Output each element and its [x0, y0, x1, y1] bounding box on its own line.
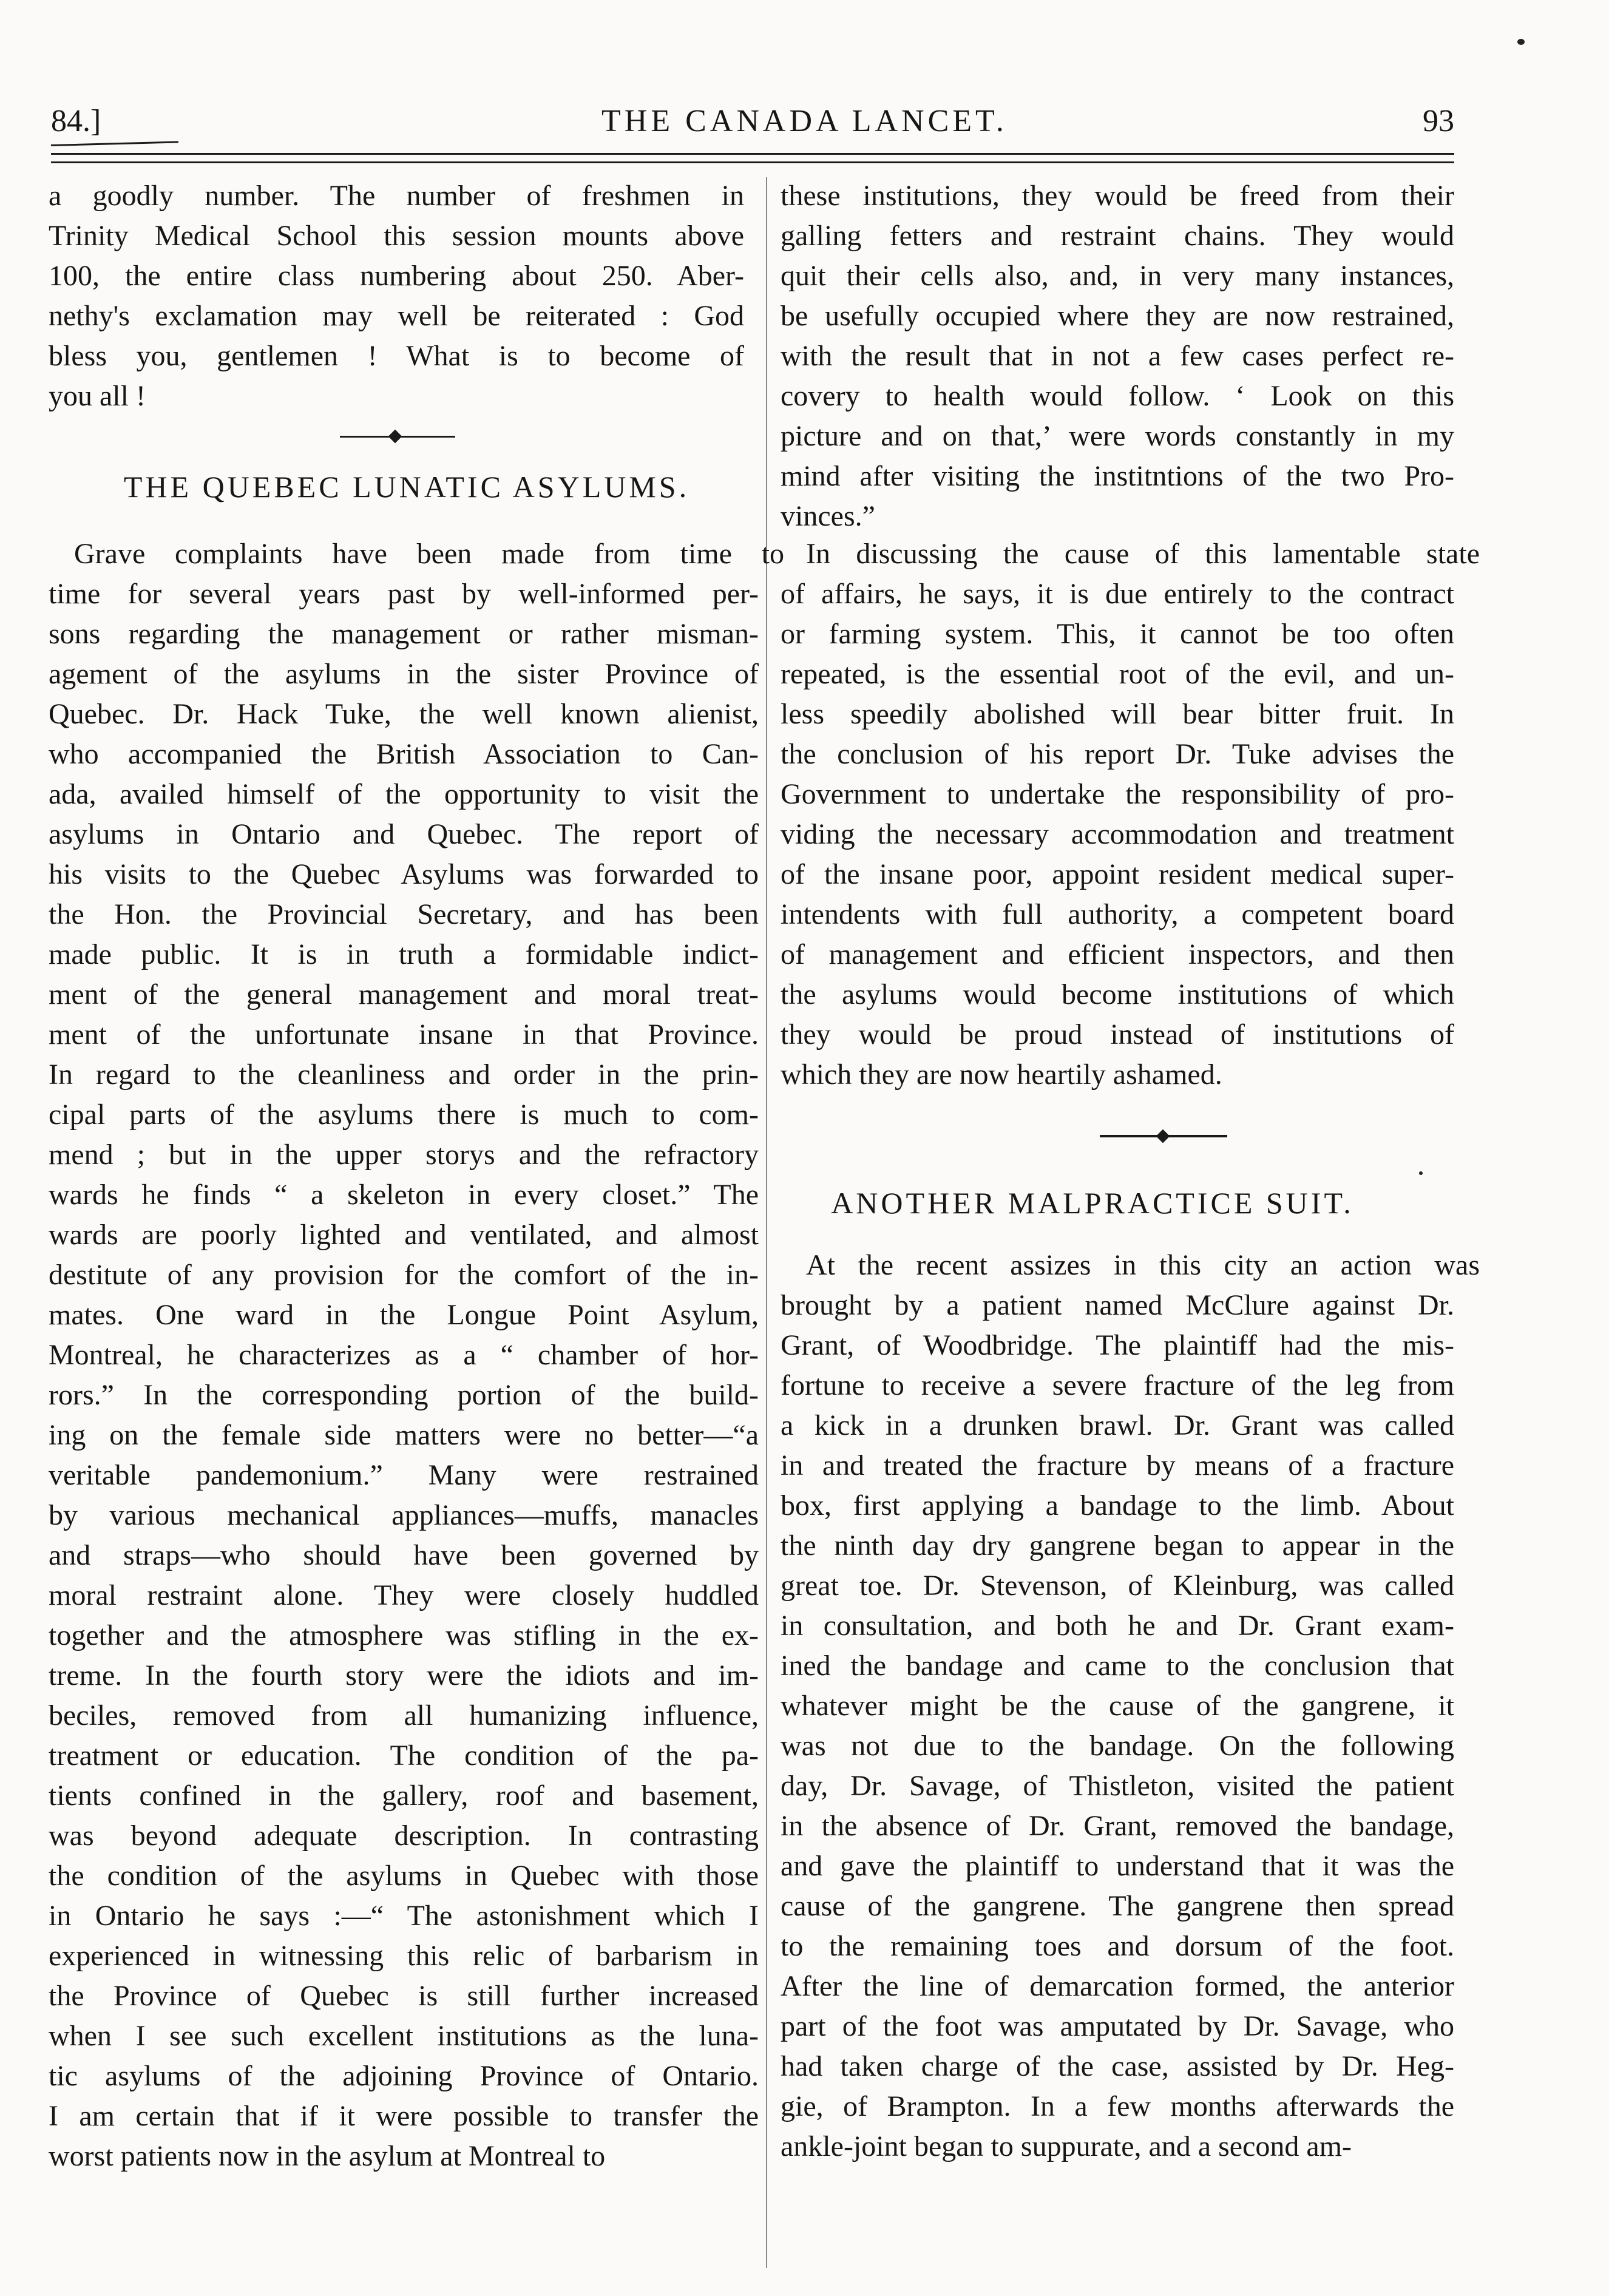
- header-page-number: 93: [1423, 104, 1454, 138]
- text-line: rors.” In the corresponding portion of the build-: [49, 1379, 759, 1411]
- text-line: Montreal, he characterizes as a “ chamber of hor-: [49, 1339, 759, 1371]
- text-line: less speedily abolished will bear bitter fruit. In: [781, 698, 1454, 730]
- text-line: bless you, gentlemen ! What is to become of: [49, 340, 744, 372]
- text-line: Quebec. Dr. Hack Tuke, the well known alienist,: [49, 698, 759, 730]
- text-line: tic asylums of the adjoining Province of Ontario.: [49, 2060, 759, 2092]
- text-line: part of the foot was amputated by Dr. Savage, who: [781, 2010, 1454, 2042]
- text-line: I am certain that if it were possible to transfer the: [49, 2100, 759, 2132]
- text-line: ment of the unfortunate insane in that Province.: [49, 1018, 759, 1051]
- text-line: cipal parts of the asylums there is much to com-: [49, 1099, 759, 1131]
- text-line: intendents with full authority, a competent board: [781, 898, 1454, 930]
- text-line: in and treated the fracture by means of a fracture: [781, 1449, 1454, 1482]
- text-line: Trinity Medical School this session mounts above: [49, 220, 744, 252]
- text-line: treme. In the fourth story were the idiots and im-: [49, 1659, 759, 1692]
- text-line: quit their cells also, and, in very many instances,: [781, 260, 1454, 292]
- text-line: ada, availed himself of the opportunity to visit the: [49, 778, 759, 810]
- text-line: viding the necessary accommodation and treatment: [781, 818, 1454, 850]
- text-line: of affairs, he says, it is due entirely to the contract: [781, 578, 1454, 610]
- text-line: vinces.”: [781, 500, 875, 532]
- print-speck: [1517, 39, 1525, 45]
- text-line: a goodly number. The number of freshmen in: [49, 180, 744, 212]
- text-line: 100, the entire class numbering about 250. Aber-: [49, 260, 744, 292]
- text-line: Grant, of Woodbridge. The plaintiff had the mis-: [781, 1329, 1454, 1361]
- text-line: who accompanied the British Association to Can-: [49, 738, 759, 770]
- text-line: repeated, is the essential root of the evil, and un-: [781, 658, 1454, 690]
- text-line: you all !: [49, 380, 146, 412]
- text-line: in the absence of Dr. Grant, removed the bandage,: [781, 1810, 1454, 1842]
- header-rule-bottom: [51, 161, 1454, 163]
- text-line: of the insane poor, appoint resident medical super-: [781, 858, 1454, 890]
- text-line: mind after visiting the institntions of the two Pro-: [781, 460, 1454, 492]
- text-line: wards he finds “ a skeleton in every closet.” The: [49, 1179, 759, 1211]
- text-line: together and the atmosphere was stifling in the ex-: [49, 1619, 759, 1651]
- text-line: beciles, removed from all humanizing influence,: [49, 1699, 759, 1732]
- text-line: sons regarding the management or rather misman-: [49, 618, 759, 650]
- text-line: whatever might be the cause of the gangrene, it: [781, 1690, 1454, 1722]
- text-line: mates. One ward in the Longue Point Asylum,: [49, 1299, 759, 1331]
- text-line: had taken charge of the case, assisted by Dr. Heg-: [781, 2050, 1454, 2082]
- text-line: his visits to the Quebec Asylums was forwarded to: [49, 858, 759, 890]
- text-line: which they are now heartily ashamed.: [781, 1058, 1222, 1091]
- text-line: be usefully occupied where they are now restrained,: [781, 300, 1454, 332]
- header-volume-number: 84.]: [51, 104, 101, 138]
- header-journal-title: THE CANADA LANCET.: [601, 104, 1008, 138]
- section-heading-malpractice-suit: ANOTHER MALPRACTICE SUIT.: [831, 1186, 1354, 1220]
- text-line: covery to health would follow. ‘ Look on this: [781, 380, 1454, 412]
- text-line: agement of the asylums in the sister Province of: [49, 658, 759, 690]
- text-line: a kick in a drunken brawl. Dr. Grant was called: [781, 1409, 1454, 1441]
- text-line: time for several years past by well-informed per-: [49, 578, 759, 610]
- text-line: asylums in Ontario and Quebec. The report of: [49, 818, 759, 850]
- text-line: the ninth day dry gangrene began to appear in the: [781, 1529, 1454, 1562]
- text-line: in Ontario he says :—“ The astonishment which I: [49, 1900, 759, 1932]
- text-line: tients confined in the gallery, roof and basement,: [49, 1780, 759, 1812]
- text-line: these institutions, they would be freed from their: [781, 180, 1454, 212]
- text-line: wards are poorly lighted and ventilated, and almost: [49, 1219, 759, 1251]
- text-line: or farming system. This, it cannot be too often: [781, 618, 1454, 650]
- text-line: great toe. Dr. Stevenson, of Kleinburg, was called: [781, 1570, 1454, 1602]
- text-line: the condition of the asylums in Quebec with those: [49, 1860, 759, 1892]
- header-rule-top: [51, 153, 1454, 155]
- text-line: to the remaining toes and dorsum of the foot.: [781, 1930, 1454, 1962]
- section-heading-quebec-asylums: THE QUEBEC LUNATIC ASYLUMS.: [123, 470, 690, 504]
- text-line: fortune to receive a severe fracture of the leg from: [781, 1369, 1454, 1401]
- text-line: moral restraint alone. They were closely huddled: [49, 1579, 759, 1611]
- text-line: and gave the plaintiff to understand that it was the: [781, 1850, 1454, 1882]
- text-line: At the recent assizes in this city an action was: [806, 1249, 1480, 1281]
- text-line: of management and efficient inspectors, and then: [781, 938, 1454, 970]
- text-line: day, Dr. Savage, of Thistleton, visited the patient: [781, 1770, 1454, 1802]
- text-line: box, first applying a bandage to the limb. About: [781, 1489, 1454, 1522]
- text-line: cause of the gangrene. The gangrene then spread: [781, 1890, 1454, 1922]
- text-line: In regard to the cleanliness and order in the prin-: [49, 1058, 759, 1091]
- text-line: veritable pandemonium.” Many were restrained: [49, 1459, 759, 1491]
- print-speck: [1419, 1171, 1423, 1175]
- text-line: ing on the female side matters were no better—“a: [49, 1419, 759, 1451]
- text-line: gie, of Brampton. In a few months afterwards the: [781, 2090, 1454, 2122]
- text-line: treatment or education. The condition of the pa-: [49, 1739, 759, 1772]
- text-line: ankle-joint began to suppurate, and a second am-: [781, 2130, 1352, 2162]
- text-line: ment of the general management and moral treat-: [49, 978, 759, 1011]
- text-line: After the line of demarcation formed, the anterior: [781, 1970, 1454, 2002]
- text-line: worst patients now in the asylum at Montreal to: [49, 2140, 606, 2172]
- text-line: the Hon. the Provincial Secretary, and has been: [49, 898, 759, 930]
- text-line: In discussing the cause of this lamentable state: [806, 538, 1480, 570]
- text-line: was not due to the bandage. On the following: [781, 1730, 1454, 1762]
- text-line: nethy's exclamation may well be reiterated : God: [49, 300, 744, 332]
- text-line: brought by a patient named McClure against Dr.: [781, 1289, 1454, 1321]
- text-line: with the result that in not a few cases perfect re-: [781, 340, 1454, 372]
- text-line: ined the bandage and came to the conclusion that: [781, 1650, 1454, 1682]
- text-line: they would be proud instead of institutions of: [781, 1018, 1454, 1051]
- text-line: the conclusion of his report Dr. Tuke advises the: [781, 738, 1454, 770]
- text-line: destitute of any provision for the comfort of the in-: [49, 1259, 759, 1291]
- text-line: when I see such excellent institutions as the luna-: [49, 2020, 759, 2052]
- text-line: made public. It is in truth a formidable indict-: [49, 938, 759, 970]
- text-line: Government to undertake the responsibility of pro-: [781, 778, 1454, 810]
- text-line: galling fetters and restraint chains. They would: [781, 220, 1454, 252]
- text-line: picture and on that,’ were words constantly in my: [781, 420, 1454, 452]
- text-line: was beyond adequate description. In contrasting: [49, 1820, 759, 1852]
- column-divider: [766, 177, 767, 2268]
- text-line: and straps—who should have been governed by: [49, 1539, 759, 1571]
- text-line: the asylums would become institutions of which: [781, 978, 1454, 1011]
- text-line: the Province of Quebec is still further increased: [49, 1980, 759, 2012]
- text-line: in consultation, and both he and Dr. Grant exam-: [781, 1610, 1454, 1642]
- text-line: Grave complaints have been made from time to: [74, 538, 784, 570]
- text-line: mend ; but in the upper storys and the refractory: [49, 1139, 759, 1171]
- text-line: experienced in witnessing this relic of barbarism in: [49, 1940, 759, 1972]
- text-line: by various mechanical appliances—muffs, manacles: [49, 1499, 759, 1531]
